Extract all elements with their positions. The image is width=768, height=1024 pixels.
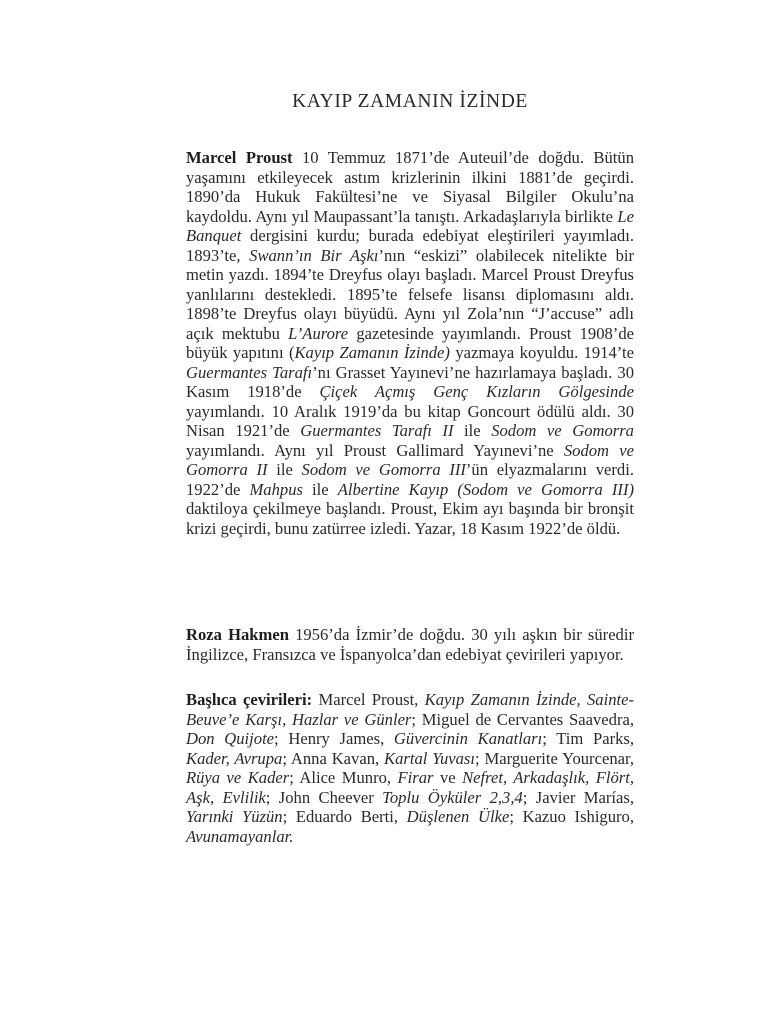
page-title: KAYIP ZAMANIN İZİNDE — [292, 91, 528, 112]
bio-text: gazetesinde yayımlandı. Proust 1908’de büyük yapıtını ( — [186, 323, 634, 362]
work-title: Kayıp Zamanın İzinde) — [294, 343, 450, 362]
list-text: ; Anna Kavan, — [282, 748, 385, 768]
work-title: L’Aurore — [288, 323, 349, 343]
work-title: Le Banquet — [186, 206, 634, 245]
list-text: ; Miguel de Cervantes Saavedra, — [411, 709, 634, 729]
translator-name: Roza Hakmen — [186, 625, 289, 644]
bio-text: 10 Temmuz 1871’de Auteuil’de doğdu. Bütün yaşamını etkileyecek astım krizlerinin ilkini 1881’de geçirdi. 1890’da Hukuk Fakültesi’ne ve Siyasal Bilgiler Okulu’na kaydoldu. Aynı yıl Maupassant’la tanıştı. Arkadaşlarıyla birlikte — [186, 148, 634, 226]
work-title: Mahpus — [249, 479, 303, 499]
list-text: ; Tim Parks, — [542, 729, 634, 748]
list-text: ; Marguerite Yourcenar, — [474, 748, 634, 768]
list-text: ; John Cheever — [265, 787, 383, 807]
work-title: Guermantes Tarafı — [186, 362, 313, 382]
work-title: Kartal Yuvası — [384, 748, 475, 768]
bio-text: 1956’da İzmir’de doğdu. 30 yılı aşkın bir süredir İngilizce, Fransızca ve İspanyolca’dan edebiyat çevirileri yapıyor. — [186, 625, 634, 664]
work-title: Sodom ve Gomorra III — [301, 460, 466, 479]
list-text: Marcel Proust, — [312, 690, 425, 709]
work-title: Toplu Öyküler 2,3,4 — [382, 787, 523, 807]
bio-text: yazmaya koyuldu. 1914’te — [449, 343, 634, 362]
translator-biography — [186, 625, 634, 664]
translations-label: Başlıca çevirileri: — [186, 690, 313, 709]
work-title: Yarınki Yüzün — [186, 807, 283, 826]
bio-text: ’nı Grasset Yayınevi’ne hazırlamaya başladı. 30 Kasım 1918’de — [186, 362, 634, 401]
list-text: ; Kazuo Ishiguro, — [509, 807, 634, 826]
bio-text: yayımlandı. 10 Aralık 1919’da bu kitap Goncourt ödülü aldı. 30 Nisan 1921’de — [186, 401, 634, 440]
work-title: Rüya ve Kader — [186, 768, 290, 787]
list-text: ; Henry James, — [274, 729, 394, 748]
translations-list — [186, 690, 634, 846]
author-biography — [186, 148, 634, 538]
work-title: Sodom ve Gomorra II — [186, 440, 634, 479]
work-title: Firar — [397, 768, 434, 787]
bio-text: yayımlandı. Aynı yıl Proust Gallimard Yayınevi’ne — [186, 440, 564, 460]
work-title: Guermantes Tarafı II — [300, 421, 454, 440]
author-name: Marcel Proust — [186, 148, 293, 167]
bio-text: dergisini kurdu; burada edebiyat eleştirileri yayımladı. 1893’te, — [186, 226, 634, 265]
bio-text: daktiloya çekilmeye başlandı. Proust, Ekim ayı başında bir bronşit krizi geçirdi, bunu zatürree izledi. Yazar, 18 Kasım 1922’de öldü. — [186, 499, 634, 538]
bio-text: ’ün elyazmalarını verdi. 1922’de — [186, 460, 634, 499]
list-text: ; Javier Marías, — [522, 787, 634, 807]
work-title: Avunamayanlar. — [186, 826, 294, 846]
list-text: ; Alice Munro, — [289, 768, 398, 787]
bio-text: ile — [267, 460, 302, 479]
bio-text: ile — [453, 421, 492, 440]
bio-text: ile — [302, 479, 338, 499]
work-title: Albertine Kayıp (Sodom ve Gomorra III) — [337, 479, 634, 499]
list-text: ve — [433, 768, 463, 787]
work-title: Nefret, Arkadaşlık, Flört, Aşk, Evlilik — [186, 768, 634, 807]
work-title: Swann’ın Bir Aşkı — [249, 245, 379, 265]
work-title: Güvercinin Kanatları — [393, 729, 543, 748]
work-title: Düşlenen Ülke — [406, 807, 510, 826]
bio-text: ’nın “eskizi” olabilecek nitelikte bir metin yazdı. 1894’te Dreyfus olayı başladı. Marcel Proust Dreyfus yanlılarını destekledi. 1895’te felsefe lisansı diplomasını aldı. 1898’te Dreyfus olayı büyüdü. Aynı yıl Zola’nın “J’accuse” adlı açık mektubu — [186, 245, 635, 343]
work-title: Kayıp Zamanın İzinde, Sainte-Beuve’e Karşı, Hazlar ve Günler — [186, 690, 635, 729]
work-title: Kader, Avrupa — [186, 748, 283, 768]
list-text: ; Eduardo Berti, — [282, 807, 407, 826]
work-title: Sodom ve Gomorra — [491, 421, 634, 440]
work-title: Don Quijote — [186, 729, 275, 748]
work-title: Çiçek Açmış Genç Kızların Gölgesinde — [319, 382, 635, 401]
